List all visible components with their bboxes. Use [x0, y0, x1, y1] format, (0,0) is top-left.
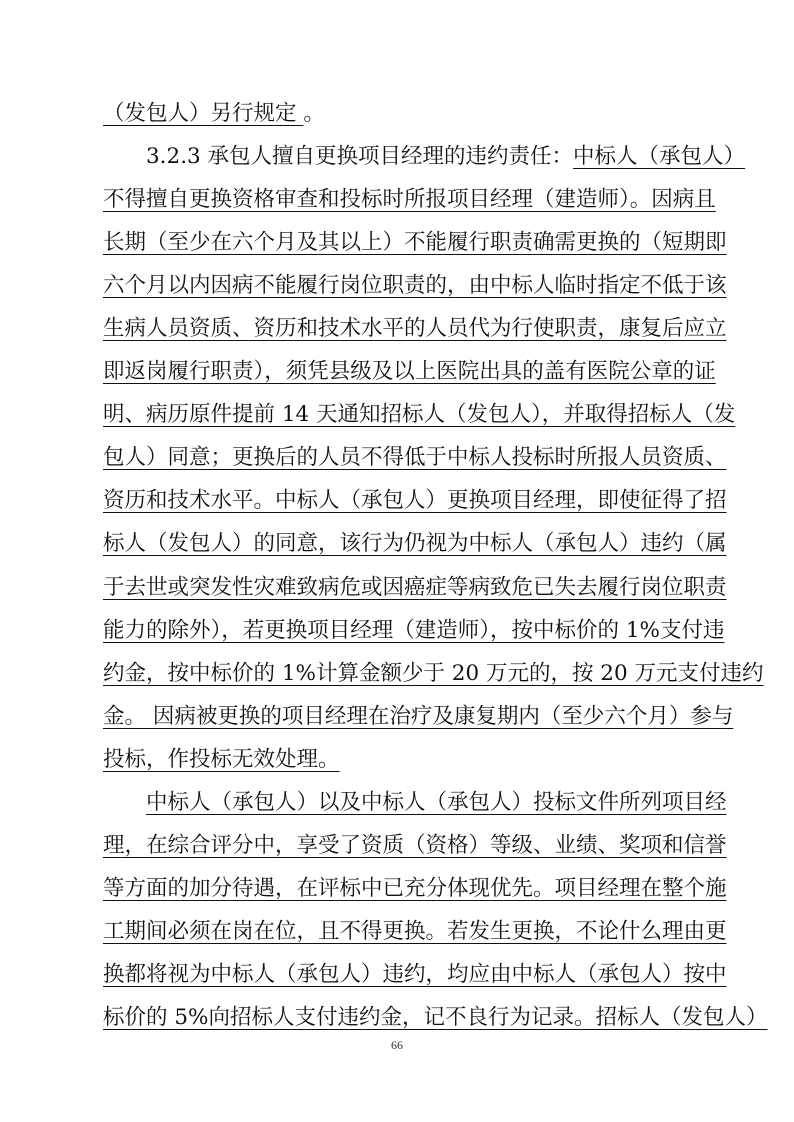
- text-line: [103, 271, 727, 301]
- underlined-text: 生病人员资质、资历和技术水平的人员代为行使职责，康复后应立: [103, 316, 727, 341]
- text-line: [103, 357, 716, 387]
- underlined-text: 金。 因病被更换的项目经理在治疗及康复期内（至少六个月）参与: [103, 704, 734, 729]
- underlined-text: 约金，按中标价的 1%计算金额少于 20 万元的，按 20 万元支付违约: [103, 661, 764, 686]
- clause-heading: 3.2.3 承包人擅自更换项目经理的违约责任：: [146, 144, 574, 169]
- underlined-text: 长期（至少在六个月及其以上）不能履行职责确需更换的（短期即: [103, 230, 727, 255]
- text-line: [103, 1003, 768, 1033]
- underlined-text: 于去世或突发性灾难致病危或因癌症等病致危已失去履行岗位职责: [103, 575, 727, 600]
- underlined-text: 标价的 5%向招标人支付违约金，记不良行为记录。招标人（发包人）: [103, 1005, 768, 1030]
- underlined-text: 包人）同意；更换后的人员不得低于中标人投标时所报人员资质、: [103, 445, 727, 470]
- text-line: [103, 185, 716, 215]
- underlined-text: 投标，作投标无效处理。: [103, 747, 340, 772]
- underlined-text: 中标人（承包人）: [573, 144, 746, 169]
- underlined-text: 不得擅自更换资格审查和投标时所报项目经理（建造师）。因病且: [103, 187, 716, 212]
- text-line: [103, 874, 727, 904]
- underlined-text: 六个月以内因病不能履行岗位职责的，由中标人临时指定不低于该: [103, 273, 727, 298]
- text-line: [103, 573, 727, 603]
- text-line: [103, 99, 703, 129]
- text-line: [103, 529, 727, 559]
- text-line: [103, 745, 703, 775]
- underlined-text: 标人（发包人）的同意，该行为仍视为中标人（承包人）违约（属: [103, 531, 727, 556]
- underlined-text: 等方面的加分待遇，在评标中已充分体现优先。项目经理在整个施: [103, 876, 727, 901]
- text-line: [103, 659, 764, 689]
- underlined-text: （发包人）另行规定: [103, 101, 304, 126]
- text-line: [103, 960, 727, 990]
- text-line: [103, 142, 746, 172]
- underlined-text: 中标人（承包人）以及中标人（承包人）投标文件所列项目经: [146, 790, 727, 815]
- underlined-text: 明、病历原件提前 14 天通知招标人（发包人），并取得招标人（发: [103, 402, 736, 427]
- underlined-text: 即返岗履行职责），须凭县级及以上医院出具的盖有医院公章的证: [103, 359, 716, 384]
- text-line: [103, 314, 727, 344]
- text-line: [103, 788, 727, 818]
- underlined-text: 能力的除外），若更换项目经理（建造师），按中标价的 1%支付违: [103, 618, 725, 643]
- text-span: 。: [303, 101, 325, 126]
- underlined-text: 工期间必须在岗在位，且不得更换。若发生更换，不论什么理由更: [103, 919, 727, 944]
- text-line: [103, 702, 734, 732]
- underlined-text: 资历和技术水平。中标人（承包人）更换项目经理，即使征得了招: [103, 488, 727, 513]
- text-line: [103, 486, 727, 516]
- text-line: [103, 443, 727, 473]
- text-line: [103, 831, 727, 861]
- text-line: [103, 228, 727, 258]
- underlined-text: 理，在综合评分中，享受了资质（资格）等级、业绩、奖项和信誉: [103, 833, 727, 858]
- page-number: 66: [391, 1038, 403, 1052]
- underlined-text: 换都将视为中标人（承包人）违约，均应由中标人（承包人）按中: [103, 962, 727, 987]
- text-line: [103, 917, 727, 947]
- text-line: [103, 400, 736, 430]
- text-line: [103, 616, 725, 646]
